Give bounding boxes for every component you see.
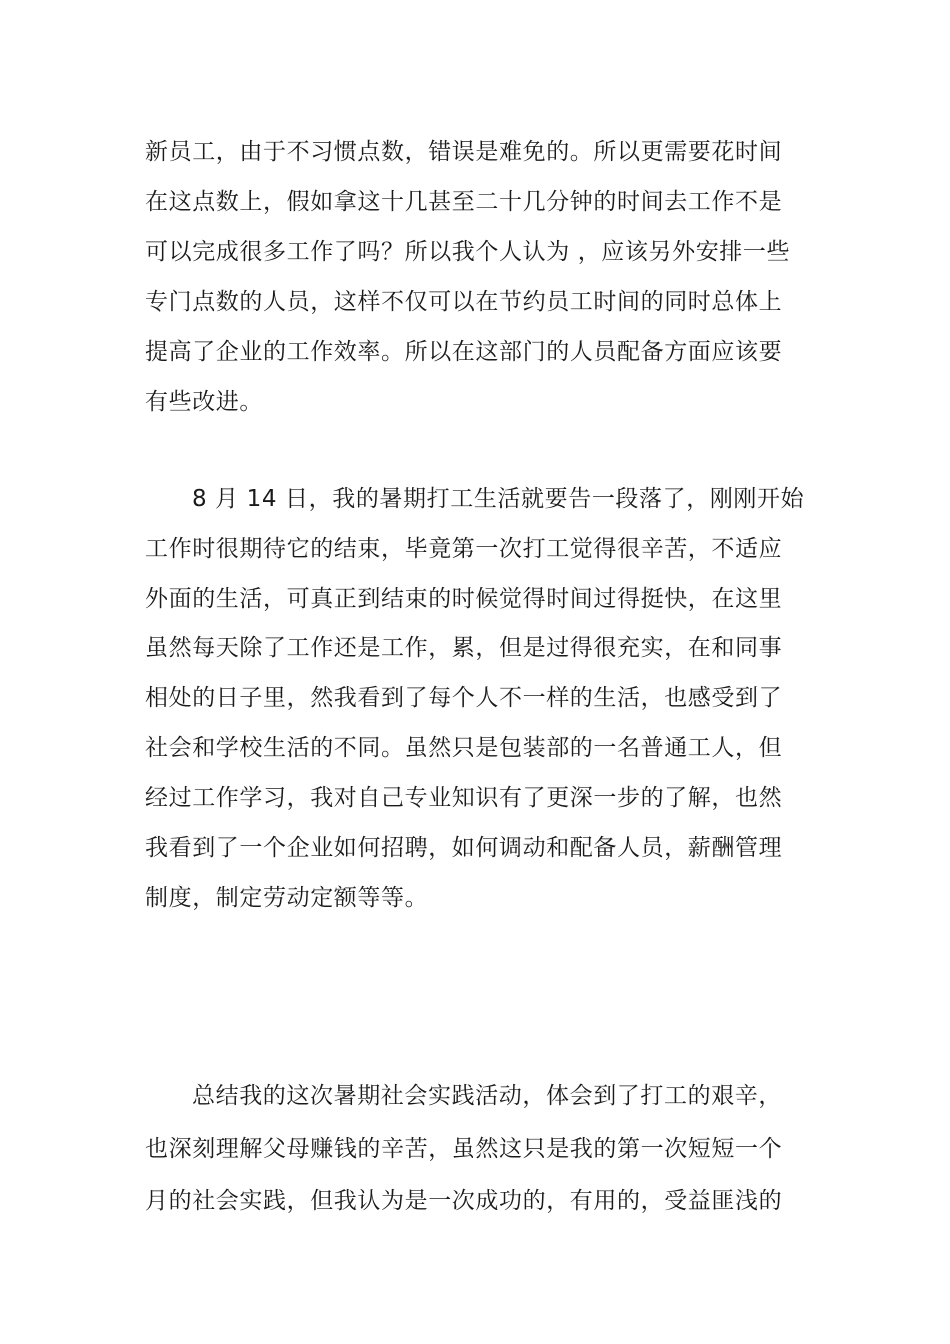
text-line: 专门点数的人员，这样不仅可以在节约员工时间的同时总体上 <box>145 289 783 315</box>
text-line: 制度，制定劳动定额等等。 <box>145 885 429 911</box>
text-line: 工作时很期待它的结束，毕竟第一次打工觉得很辛苦，不适应 <box>145 536 783 562</box>
text-line: 新员工，由于不习惯点数，错误是难免的。所以更需要花时间 <box>145 139 783 165</box>
text-line: 外面的生活，可真正到结束的时候觉得时间过得挺快，在这里 <box>145 586 783 612</box>
text-line: 在这点数上，假如拿这十几甚至二十几分钟的时间去工作不是 <box>145 189 783 215</box>
text-line: 相处的日子里，然我看到了每个人不一样的生活，也感受到了 <box>145 685 783 711</box>
text-line: 总结我的这次暑期社会实践活动，体会到了打工的艰辛， <box>192 1083 782 1109</box>
text-line: 8 月 14 日，我的暑期打工生活就要告一段落了，刚刚开始 <box>192 486 805 512</box>
text-line: 也深刻理解父母赚钱的辛苦，虽然这只是我的第一次短短一个 <box>145 1136 783 1162</box>
text-line: 我看到了一个企业如何招聘，如何调动和配备人员，薪酬管理 <box>145 835 783 861</box>
text-line: 提高了企业的工作效率。所以在这部门的人员配备方面应该要 <box>145 339 783 365</box>
text-line: 经过工作学习，我对自己专业知识有了更深一步的了解，也然 <box>145 785 783 811</box>
text-line: 可以完成很多工作了吗？所以我个人认为 ，应该另外安排一些 <box>145 239 791 265</box>
text-line: 有些改进。 <box>145 389 263 415</box>
text-line: 虽然每天除了工作还是工作，累，但是过得很充实，在和同事 <box>145 635 783 661</box>
text-line: 月的社会实践，但我认为是一次成功的，有用的，受益匪浅的 <box>145 1188 783 1214</box>
text-line: 社会和学校生活的不同。虽然只是包装部的一名普通工人，但 <box>145 735 783 761</box>
